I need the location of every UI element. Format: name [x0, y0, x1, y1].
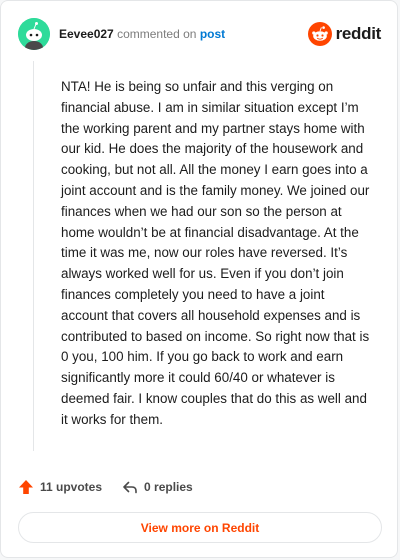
comment-meta [59, 27, 225, 41]
upvote-button[interactable] [18, 479, 102, 495]
snoo-avatar-icon [18, 18, 50, 50]
post-link[interactable]: post [199, 27, 226, 41]
user-avatar[interactable] [18, 18, 50, 50]
comment-action-text: commented on [117, 27, 197, 41]
reddit-wordmark: reddit [335, 24, 381, 43]
upvote-arrow-icon [18, 479, 34, 495]
reddit-snoo-icon [308, 22, 332, 46]
view-more-on-reddit-button[interactable]: View more on Reddit [18, 512, 382, 543]
upvote-count: 11 upvotes [40, 480, 103, 494]
comment-actions [18, 477, 193, 497]
comment-body: NTA! He is being so unfair and this verging on financial abuse. I am in similar situation except I’m the working parent and my partner stays home with our kid. He does the majority of the housework and cooking, but not all. All the money I earn goes into a joint account and is the family money. We joined our finances when we had our son so the person at home wouldn’t be at financial disadvantage. At the time it was me, now our roles have reversed. It’s always worked well for us. Even if you don’t join finances completely you need to have a joint account that covers all household expenses and is contributed to based on income. So right now that is 0 you, 100 him. If you go back to work and earn significantly more it could 60/40 or whatever is deemed fair. I know couples that do this as well and it works for them. [61, 79, 370, 427]
comment-header [18, 18, 381, 50]
comment-author[interactable]: Eevee027 [59, 27, 114, 41]
thread-line [33, 61, 34, 451]
reddit-logo[interactable] [308, 22, 381, 46]
reply-button[interactable] [122, 479, 193, 495]
reply-arrow-icon [122, 479, 138, 495]
reply-count: 0 replies [144, 480, 193, 494]
